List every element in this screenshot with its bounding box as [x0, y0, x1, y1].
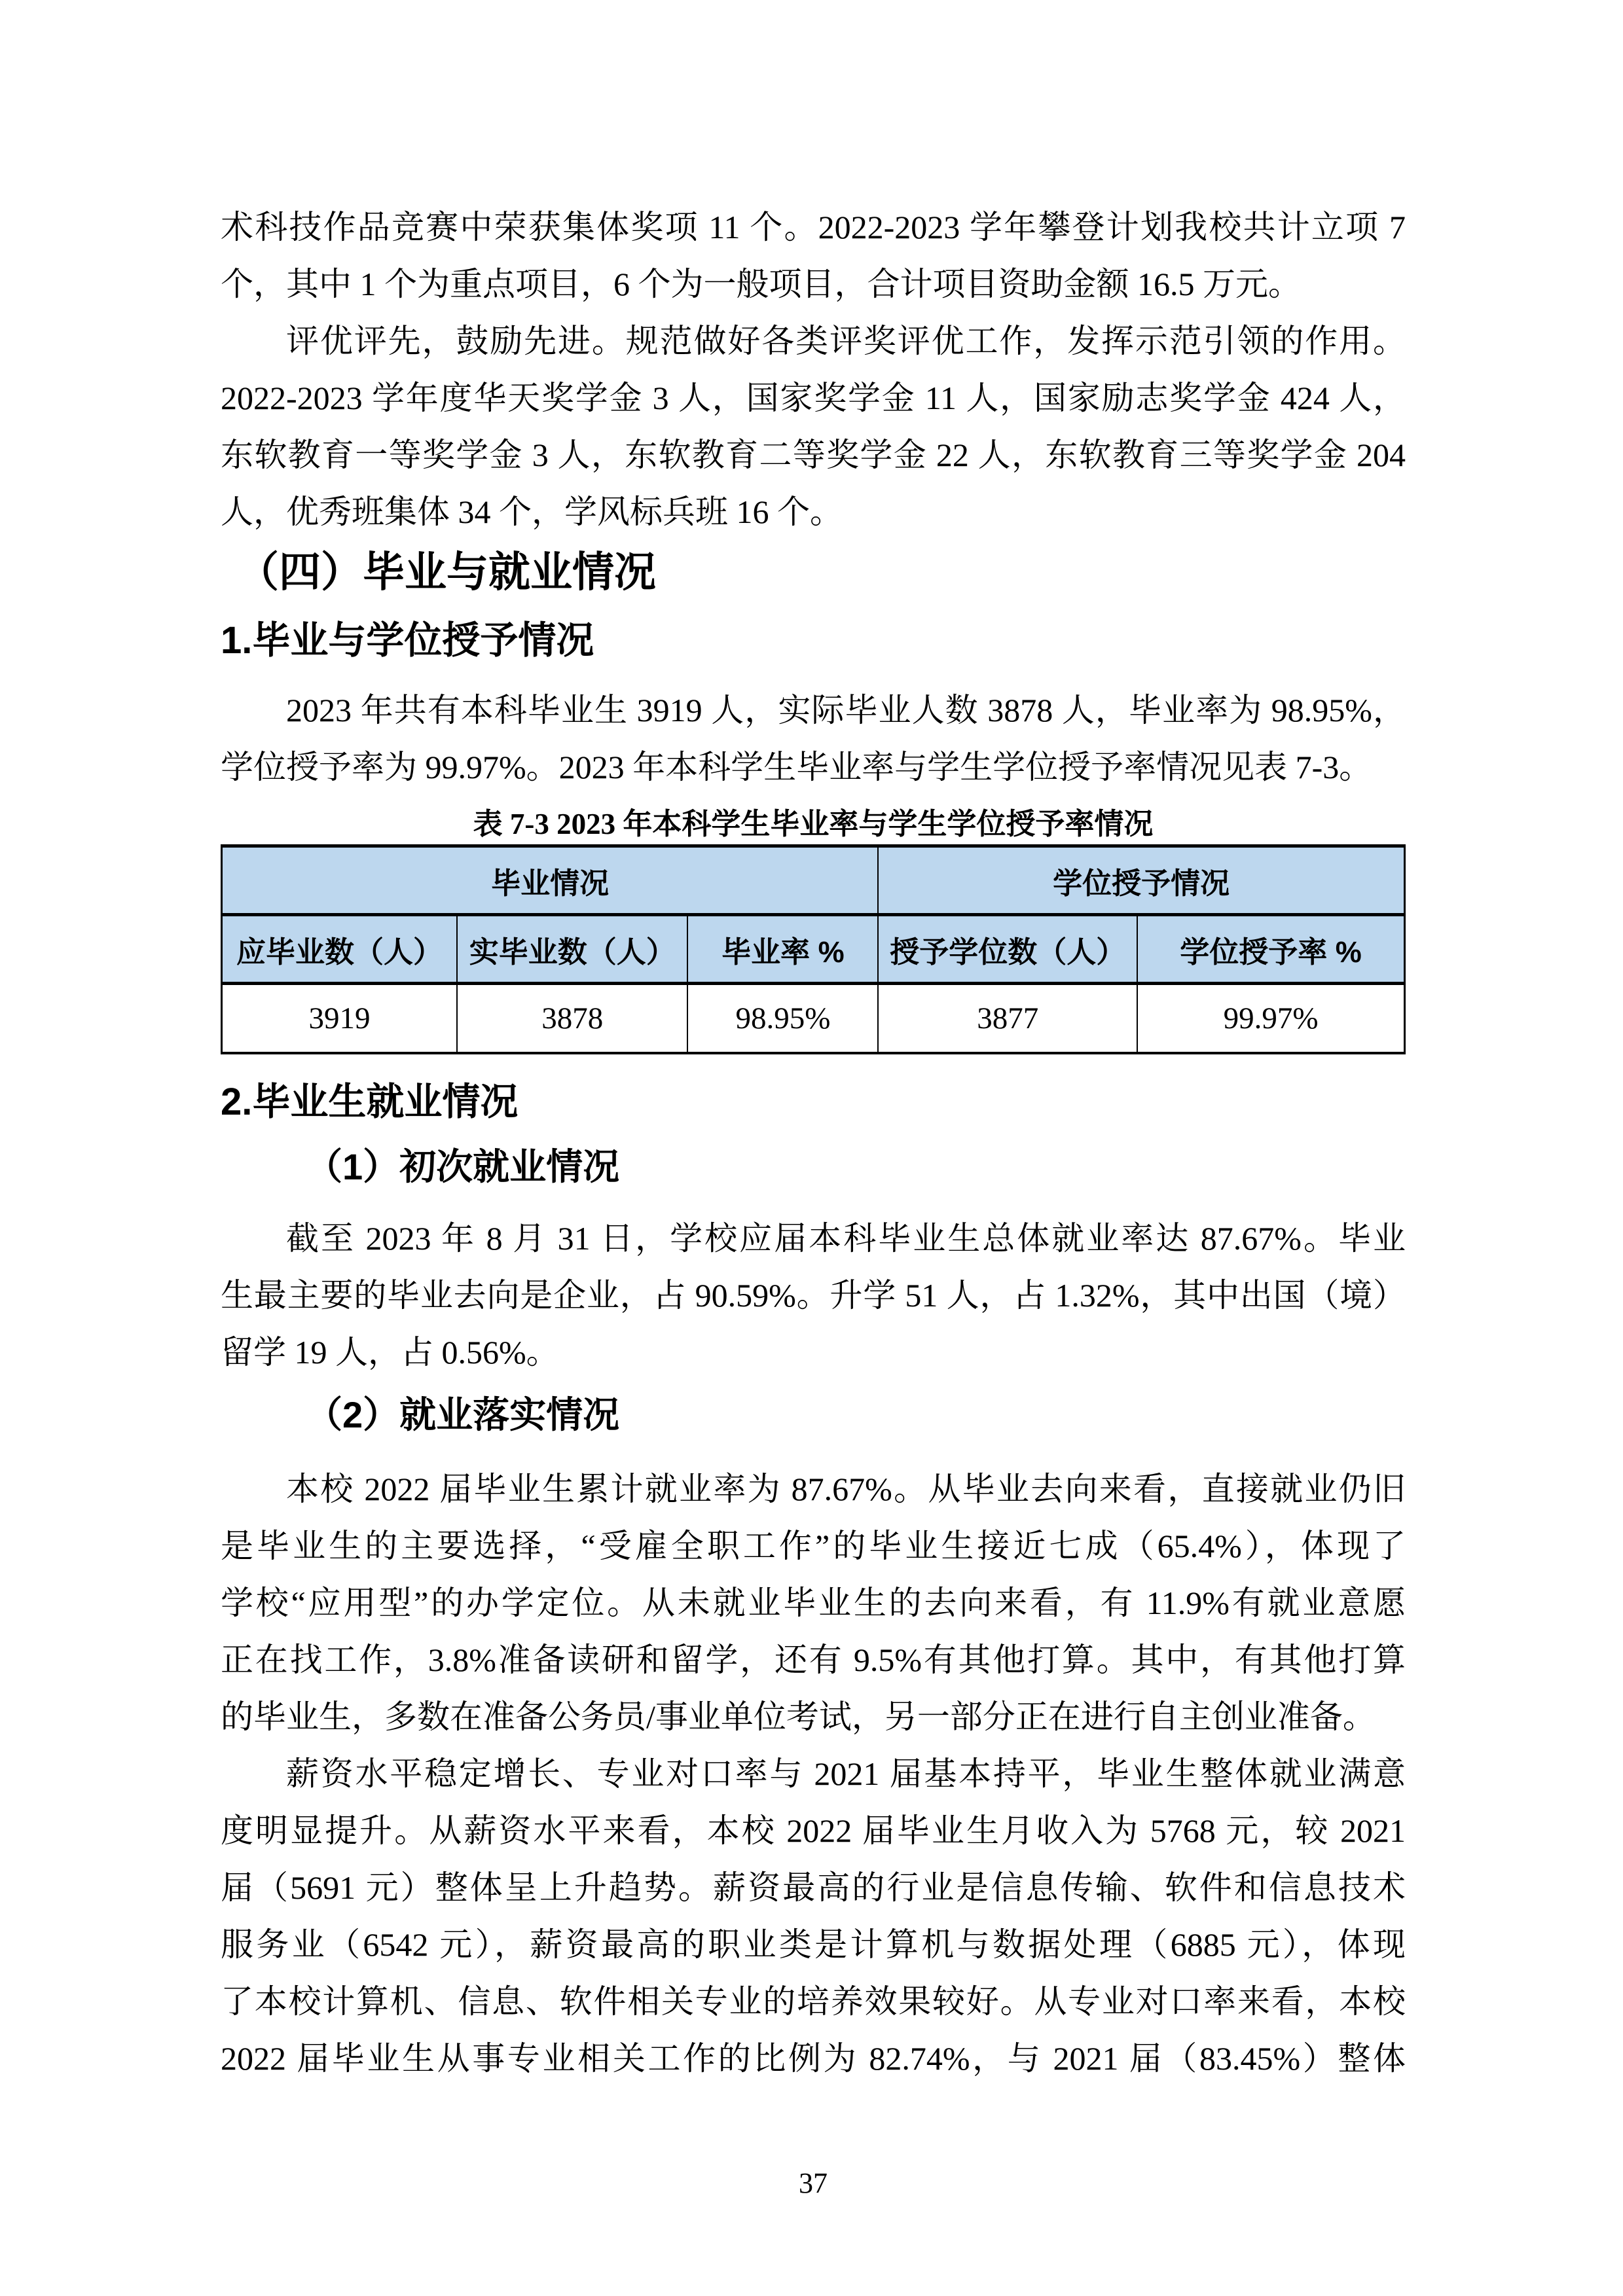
col-header-degree-award-rate: 学位授予率 %	[1137, 915, 1404, 984]
cell-actual-graduates: 3878	[457, 984, 687, 1054]
body-text-line: 东软教育一等奖学金 3 人，东软教育二等奖学金 22 人，东软教育三等奖学金 204	[221, 437, 1406, 473]
body-text-line: 学校“应用型”的办学定位。从未就业毕业生的去向来看，有 11.9%有就业意愿	[221, 1585, 1406, 1621]
body-text-line: 个，其中 1 个为重点项目，6 个为一般项目，合计项目资助金额 16.5 万元。	[221, 266, 1301, 302]
body-text-line: 本校 2022 届毕业生累计就业率为 87.67%。从毕业去向来看，直接就业仍旧	[286, 1471, 1406, 1507]
body-text-line: 截至 2023 年 8 月 31 日，学校应届本科毕业生总体就业率达 87.67%。毕业	[286, 1220, 1406, 1257]
body-text-line: 留学 19 人，占 0.56%。	[221, 1334, 559, 1371]
body-text-line: 人，优秀班集体 34 个，学风标兵班 16 个。	[221, 493, 843, 530]
body-text-line: 学位授予率为 99.97%。2023 年本科学生毕业率与学生学位授予率情况见表 7-3。	[221, 749, 1372, 785]
section-heading: （四）毕业与就业情况	[237, 548, 656, 596]
item-heading-2: （2）就业落实情况	[306, 1394, 620, 1435]
body-text-line: 是毕业生的主要选择，“受雇全职工作”的毕业生接近七成（65.4%），体现了	[221, 1528, 1406, 1564]
paragraph	[221, 313, 1406, 541]
col-header-degrees-awarded: 授予学位数（人）	[878, 915, 1137, 984]
col-header-actual-graduates: 实毕业数（人）	[457, 915, 687, 984]
body-text-line: 薪资水平稳定增长、专业对口率与 2021 届基本持平，毕业生整体就业满意	[286, 1755, 1406, 1792]
col-header-graduation-rate: 毕业率 %	[687, 915, 878, 984]
cell-graduation-rate: 98.95%	[687, 984, 878, 1054]
body-text-line: 2023 年共有本科毕业生 3919 人，实际毕业人数 3878 人，毕业率为 98.95%，	[286, 692, 1406, 728]
subsection-heading-2: 2.毕业生就业情况	[221, 1081, 519, 1123]
paragraph	[221, 199, 1406, 313]
table-group-header-row	[222, 846, 1405, 915]
group-header-graduation: 毕业情况	[222, 846, 879, 915]
body-text-line: 2022 届毕业生从事专业相关工作的比例为 82.74%，与 2021 届（83.45%）整体	[221, 2040, 1406, 2077]
group-header-degree: 学位授予情况	[878, 846, 1404, 915]
body-text-line: 术科技作品竞赛中荣获集体奖项 11 个。2022-2023 学年攀登计划我校共计立项 7	[221, 209, 1406, 245]
body-text-line: 度明显提升。从薪资水平来看，本校 2022 届毕业生月收入为 5768 元，较 2021	[221, 1812, 1406, 1849]
col-header-expected-graduates: 应毕业数（人）	[222, 915, 458, 984]
paragraph	[221, 1210, 1406, 1381]
body-text-line: 正在找工作，3.8%准备读研和留学，还有 9.5%有其他打算。其中，有其他打算	[221, 1641, 1406, 1678]
page-number: 37	[799, 2167, 828, 2199]
item-heading-1: （1）初次就业情况	[306, 1146, 620, 1187]
cell-degree-award-rate: 99.97%	[1137, 984, 1404, 1054]
body-text-line: 评优评先，鼓励先进。规范做好各类评奖评优工作，发挥示范引领的作用。	[286, 323, 1406, 359]
subsection-heading-1: 1.毕业与学位授予情况	[221, 619, 594, 662]
table-column-header-row	[222, 915, 1405, 984]
body-text-line: 了本校计算机、信息、软件相关专业的培养效果较好。从专业对口率来看，本校	[221, 1983, 1406, 2020]
body-text-line: 生最主要的毕业去向是企业，占 90.59%。升学 51 人，占 1.32%，其中出国（境）	[221, 1277, 1406, 1314]
body-text-line: 的毕业生，多数在准备公务员/事业单位考试，另一部分正在进行自主创业准备。	[221, 1698, 1376, 1735]
body-text-line: 届（5691 元）整体呈上升趋势。薪资最高的行业是信息传输、软件和信息技术	[221, 1869, 1406, 1906]
cell-degrees-awarded: 3877	[878, 984, 1137, 1054]
table-row	[222, 984, 1405, 1054]
paragraph	[221, 682, 1406, 796]
paragraph	[221, 1746, 1406, 2087]
body-text-line: 2022-2023 学年度华天奖学金 3 人，国家奖学金 11 人，国家励志奖学金 424 人，	[221, 380, 1406, 416]
body-text-line: 服务业（6542 元），薪资最高的职业类是计算机与数据处理（6885 元），体现	[221, 1926, 1406, 1963]
table-caption: 表 7-3 2023 年本科学生毕业率与学生学位授予率情况	[473, 808, 1154, 840]
cell-expected-graduates: 3919	[222, 984, 458, 1054]
graduation-degree-table	[221, 844, 1406, 1054]
paragraph	[221, 1461, 1406, 1746]
